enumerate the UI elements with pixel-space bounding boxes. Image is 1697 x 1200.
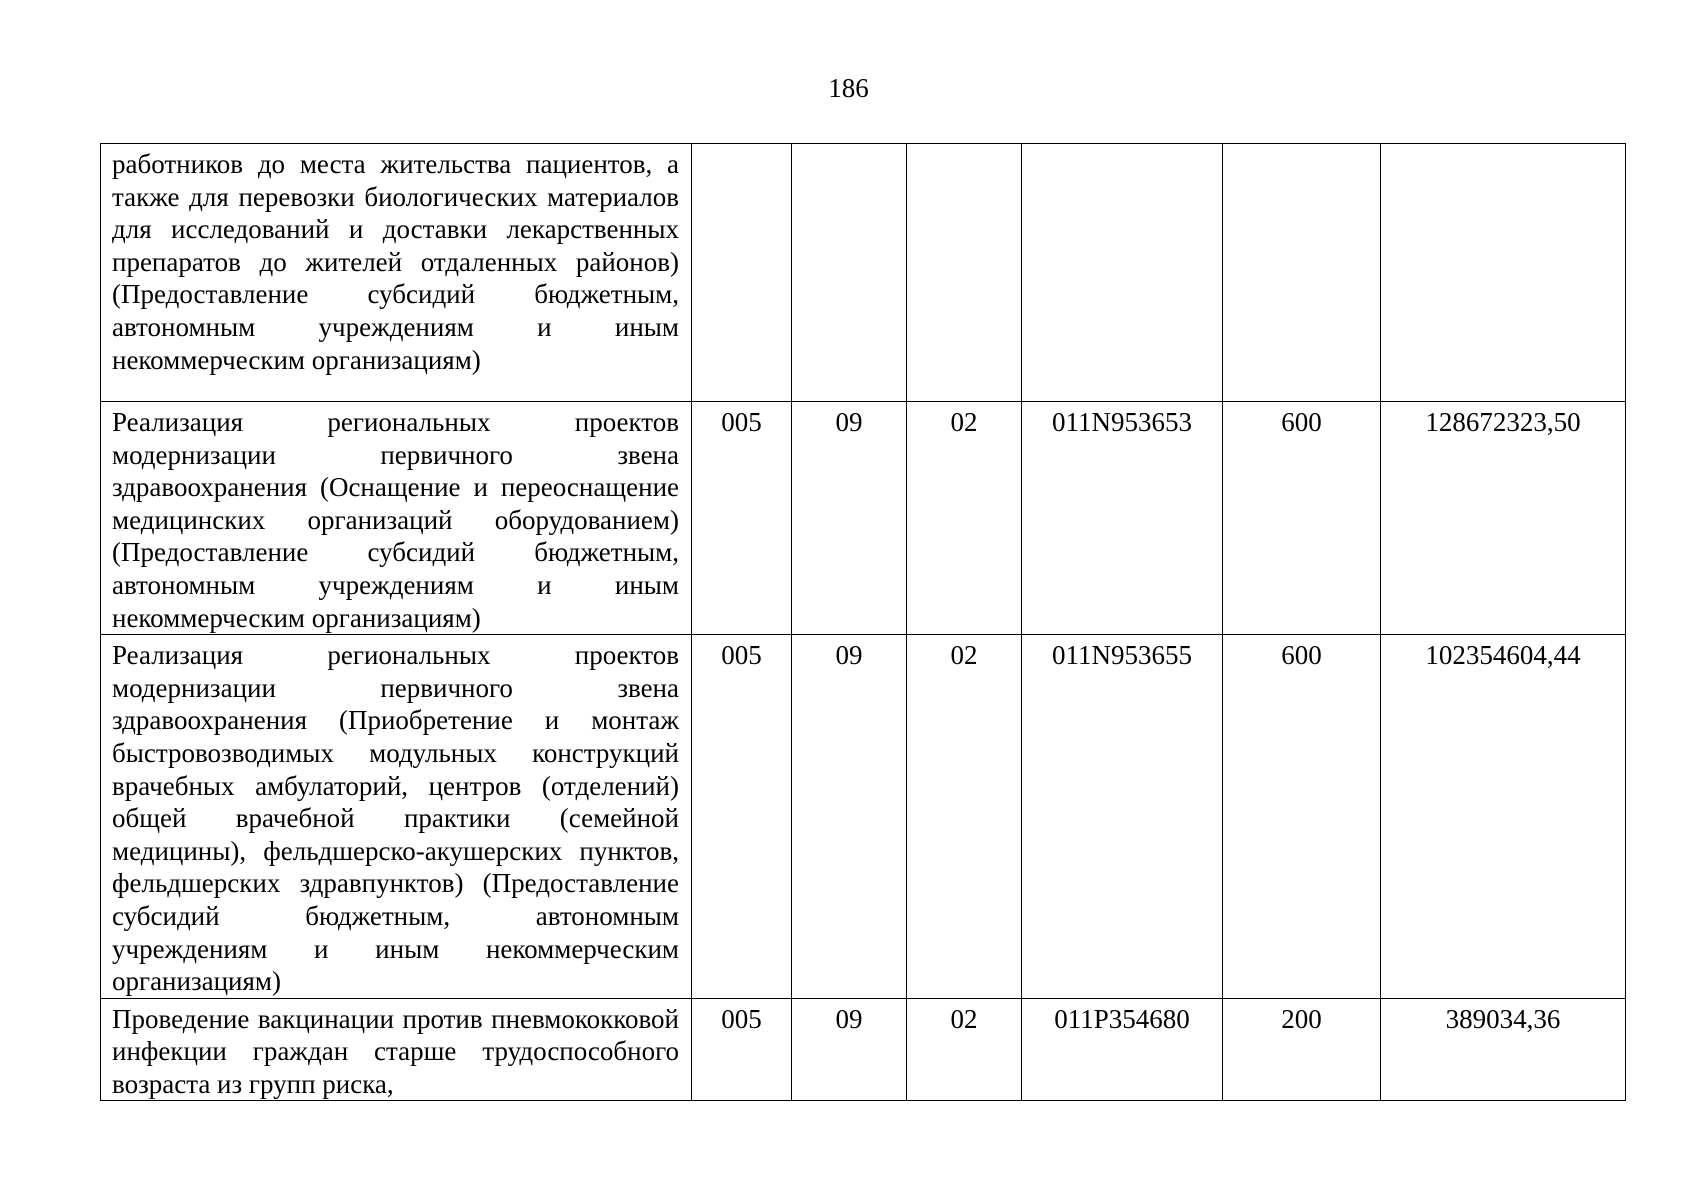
amount-cell: 389034,36	[1381, 998, 1626, 1101]
page-number: 186	[828, 73, 869, 103]
row-description: Проведение вакцинации против пневмококковой инфекции граждан старше трудоспособного возраста из групп риска,	[101, 998, 692, 1101]
target-item-cell: 011N953655	[1022, 635, 1223, 999]
expense-type-cell: 600	[1223, 402, 1381, 635]
expense-type-cell: 600	[1223, 635, 1381, 999]
table-row	[101, 144, 1626, 402]
amount-cell	[1381, 144, 1626, 402]
target-item-cell: 011N953653	[1022, 402, 1223, 635]
amount-cell: 102354604,44	[1381, 635, 1626, 999]
subsection-code-cell: 02	[907, 998, 1022, 1101]
ministry-code-cell	[692, 144, 792, 402]
section-code-cell	[792, 144, 907, 402]
expense-type-cell: 200	[1223, 998, 1381, 1101]
ministry-code-cell: 005	[692, 998, 792, 1101]
table-row	[101, 635, 1626, 999]
budget-table	[100, 143, 1626, 1101]
amount-cell: 128672323,50	[1381, 402, 1626, 635]
row-description: Реализация региональных проектов модернизации первичного звена здравоохранения (Приобретение и монтаж быстровозводимых модульных конструкций врачебных амбулаторий, центров (отделений) общей врачебной практики (семейной медицины), фельдшерско-акушерских пунктов, фельдшерских здравпунктов) (Предоставление субсидий бюджетным, автономным учреждениям и иным некоммерческим организациям)	[101, 635, 692, 999]
section-code-cell: 09	[792, 998, 907, 1101]
subsection-code-cell	[907, 144, 1022, 402]
subsection-code-cell: 02	[907, 635, 1022, 999]
target-item-cell	[1022, 144, 1223, 402]
section-code-cell: 09	[792, 635, 907, 999]
section-code-cell: 09	[792, 402, 907, 635]
ministry-code-cell: 005	[692, 635, 792, 999]
subsection-code-cell: 02	[907, 402, 1022, 635]
target-item-cell: 011P354680	[1022, 998, 1223, 1101]
row-description: Реализация региональных проектов модернизации первичного звена здравоохранения (Оснащение и переоснащение медицинских организаций оборудованием) (Предоставление субсидий бюджетным, автономным учреждениям и иным некоммерческим организациям)	[101, 402, 692, 635]
expense-type-cell	[1223, 144, 1381, 402]
row-description: работников до места жительства пациентов, а также для перевозки биологических материалов для исследований и доставки лекарственных препаратов до жителей отдаленных районов) (Предоставление субсидий бюджетным, автономным учреждениям и иным некоммерческим организациям)	[101, 144, 692, 402]
ministry-code-cell: 005	[692, 402, 792, 635]
table-row	[101, 402, 1626, 635]
table-row	[101, 998, 1626, 1101]
